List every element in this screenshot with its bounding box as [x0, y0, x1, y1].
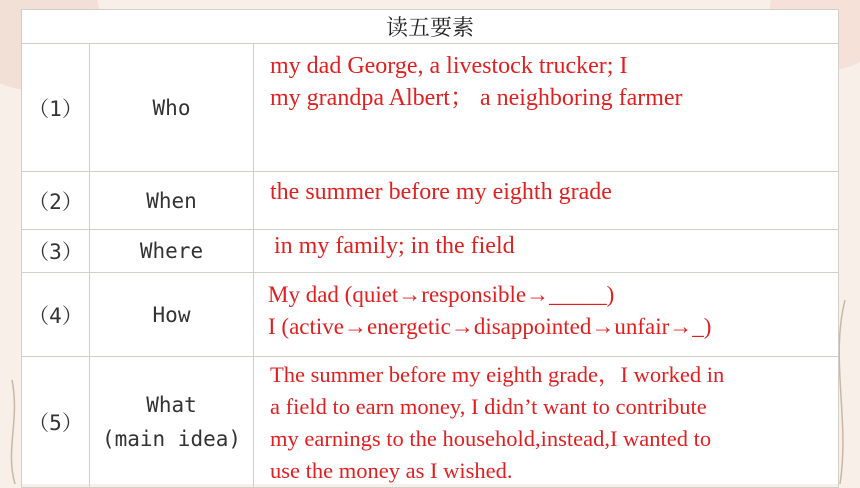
content-line: in my family; in the field	[274, 233, 515, 259]
row-content-main-idea	[254, 357, 839, 488]
content-line: my grandpa Albert； a neighboring farmer	[270, 85, 683, 111]
content-line: my dad George, a livestock trucker; I	[270, 53, 628, 79]
label-line: (main idea)	[101, 427, 242, 451]
row-content	[254, 230, 839, 273]
row-content	[254, 273, 839, 357]
title-row	[22, 10, 839, 44]
label-line: What	[146, 393, 197, 417]
content-line: I (active→energetic→disappointed→unfair→_)	[268, 314, 712, 339]
content-line: the summer before my eighth grade	[270, 179, 612, 205]
five-elements-table-wrapper	[21, 9, 838, 484]
row-label-where: Where	[90, 230, 254, 273]
row-number: （5）	[22, 357, 90, 488]
content-line: my earnings to the household,instead,I wanted to	[270, 426, 712, 451]
five-elements-table	[21, 9, 839, 488]
table-row	[22, 172, 839, 230]
row-label-how: How	[90, 273, 254, 357]
table-row	[22, 44, 839, 172]
table-row	[22, 273, 839, 357]
row-number: （3）	[22, 230, 90, 273]
table-row	[22, 230, 839, 273]
table-row	[22, 357, 839, 488]
row-label-when: When	[90, 172, 254, 230]
row-number: （2）	[22, 172, 90, 230]
row-number: （4）	[22, 273, 90, 357]
content-line: My dad (quiet→responsible→_____)	[268, 282, 615, 307]
row-number: （1）	[22, 44, 90, 172]
table-title: 读五要素	[22, 10, 839, 44]
row-label-who: Who	[90, 44, 254, 172]
content-line: The summer before my eighth grade，I worked in	[270, 362, 725, 387]
content-line: a field to earn money, I didn’t want to contribute	[270, 394, 707, 419]
content-line: use the money as I wished.	[270, 458, 513, 483]
row-content	[254, 44, 839, 172]
row-label-what	[90, 357, 254, 488]
row-content	[254, 172, 839, 230]
